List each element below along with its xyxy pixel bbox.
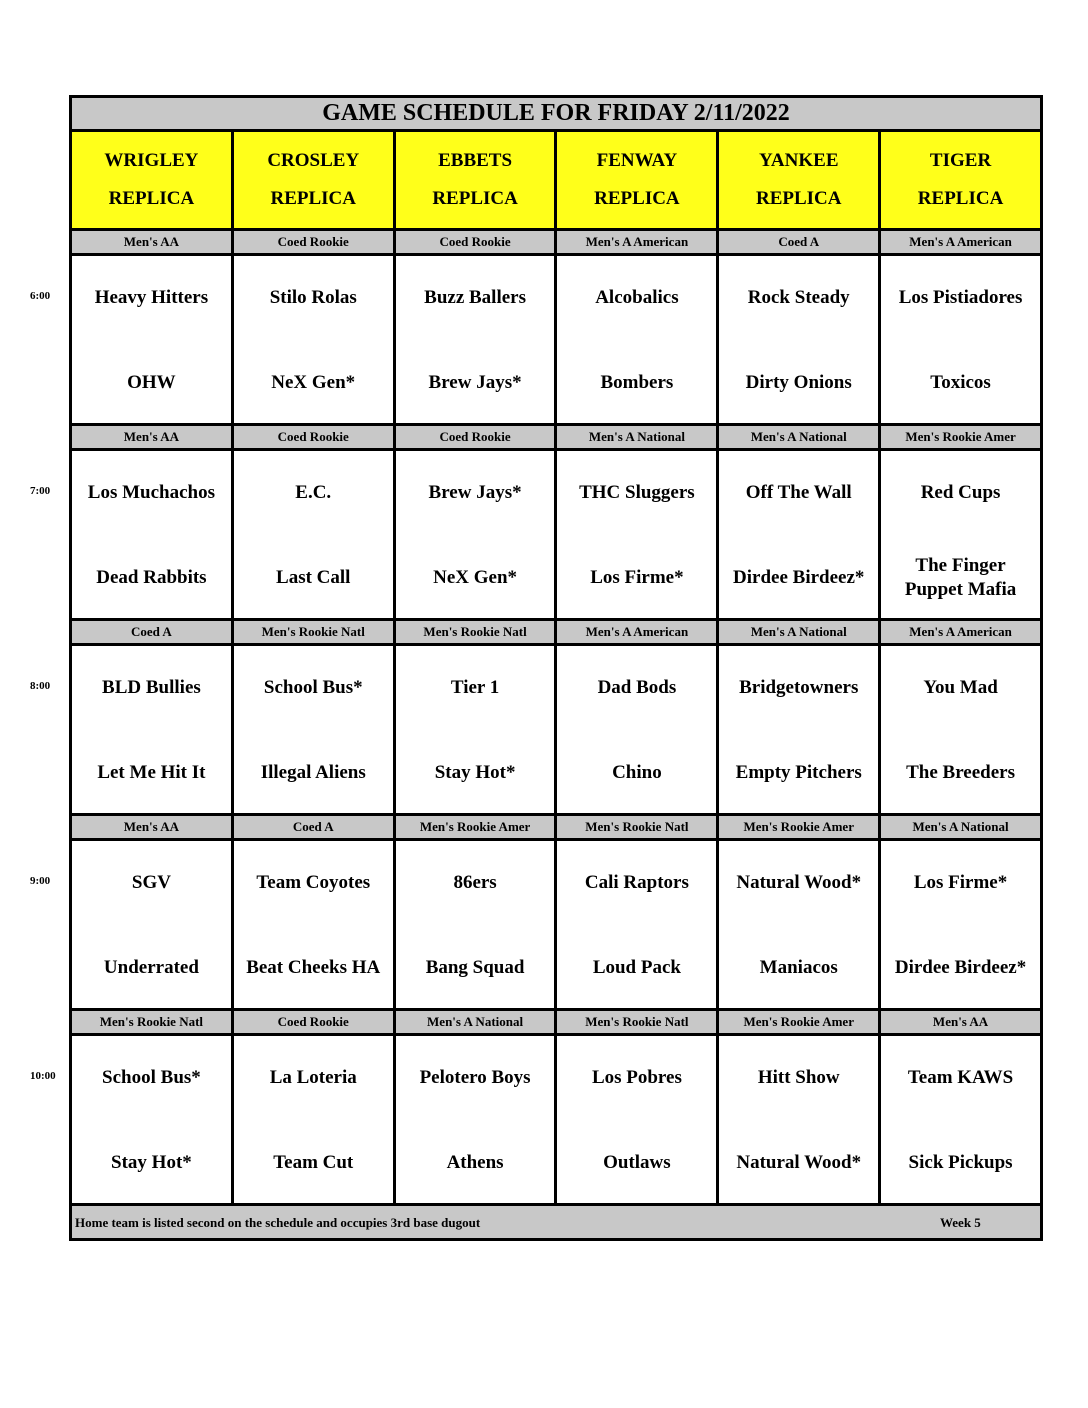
away-team: School Bus* [263,677,363,698]
division-label: Coed Rookie [396,426,558,448]
away-team: Pelotero Boys [419,1067,531,1088]
division-label: Men's Rookie Amer [881,426,1040,448]
home-team: Sick Pickups [908,1152,1013,1173]
field-header-crosley [234,132,396,228]
home-team: Loud Pack [592,957,681,978]
away-team: Rock Steady [747,287,850,308]
game-cell [234,256,396,423]
schedule-table [69,95,1043,1241]
division-label: Coed A [234,816,396,838]
away-team: Alcobalics [595,287,679,308]
home-team: Chino [612,762,662,783]
field-subtitle: REPLICA [108,188,195,209]
game-cell [72,841,234,1008]
time-slot [72,813,1040,1008]
away-team: Los Pistiadores [898,287,1023,308]
field-subtitle: REPLICA [270,188,356,209]
away-team: Off The Wall [745,482,852,503]
home-team: Outlaws [603,1152,671,1173]
home-team: Illegal Aliens [260,762,366,783]
away-team: La Loteria [269,1067,357,1088]
field-header-fenway [557,132,719,228]
home-team: Stay Hot* [434,762,516,783]
home-team: The Finger Puppet Mafia [904,555,1017,600]
division-label: Coed A [72,621,234,643]
away-team: Tier 1 [450,677,500,698]
away-team: Dad Bods [597,677,677,698]
field-name: CROSLEY [267,150,360,171]
division-label: Coed Rookie [234,426,396,448]
game-cell [557,256,719,423]
game-cell [396,646,558,813]
division-label: Men's A American [557,231,719,253]
field-header-wrigley [72,132,234,228]
division-label: Men's A National [719,426,881,448]
field-header-tiger [881,132,1040,228]
away-team: Los Pobres [591,1067,682,1088]
home-team: Empty Pitchers [735,762,862,783]
away-team: 86ers [453,872,497,893]
away-team: Cali Raptors [584,872,689,893]
away-team: Team KAWS [907,1067,1014,1088]
time-slot [72,228,1040,423]
home-team: Team Cut [273,1152,354,1173]
division-label: Coed Rookie [396,231,558,253]
game-row [72,253,1040,423]
game-cell [719,451,881,618]
away-team: Natural Wood* [736,872,862,893]
game-cell [719,841,881,1008]
division-label: Men's A National [881,816,1040,838]
field-header-ebbets [396,132,558,228]
away-team: E.C. [295,482,332,503]
away-team: Team Coyotes [256,872,371,893]
time-label: 8:00 [30,680,51,692]
time-slot [72,423,1040,618]
time-label: 9:00 [30,875,51,887]
game-cell [881,1036,1040,1203]
away-team: Stilo Rolas [269,287,357,308]
home-team: Brew Jays* [428,372,522,393]
field-subtitle: REPLICA [755,188,842,209]
away-team: BLD Bullies [102,677,201,698]
game-cell [881,256,1040,423]
division-label: Men's A American [881,621,1040,643]
game-cell [72,646,234,813]
division-label: Men's AA [72,816,234,838]
away-team: Los Muchachos [87,482,216,503]
time-slot [72,1008,1040,1203]
division-label: Men's A National [719,621,881,643]
division-label: Men's Rookie Amer [396,816,558,838]
division-label: Men's Rookie Natl [396,621,558,643]
away-team: SGV [131,872,171,893]
division-label: Men's Rookie Natl [72,1011,234,1033]
division-row [72,618,1040,643]
field-header-row [72,132,1040,228]
game-cell [881,646,1040,813]
game-cell [881,841,1040,1008]
division-label: Coed A [719,231,881,253]
field-name: EBBETS [438,150,513,171]
game-row [72,448,1040,618]
game-cell [72,451,234,618]
division-row [72,423,1040,448]
game-cell [72,1036,234,1203]
home-team: Dirdee Birdeez* [733,567,865,588]
division-label: Men's Rookie Natl [557,1011,719,1033]
time-label: 6:00 [30,290,51,302]
division-row [72,228,1040,253]
home-team: Dead Rabbits [96,567,207,588]
division-row [72,1008,1040,1033]
game-cell [234,451,396,618]
home-team: NeX Gen* [271,372,356,393]
division-label: Men's A National [557,426,719,448]
home-team: OHW [127,372,176,393]
division-label: Men's A National [396,1011,558,1033]
division-label: Men's A American [557,621,719,643]
week-label: Week 5 [940,1215,981,1230]
field-name: TIGER [929,150,992,171]
time-label: 7:00 [30,485,51,497]
away-team: Los Firme* [913,872,1008,893]
time-slot [72,618,1040,813]
field-subtitle: REPLICA [432,188,518,209]
away-team: Buzz Ballers [424,287,526,308]
division-row [72,813,1040,838]
game-cell [881,451,1040,618]
game-cell [234,646,396,813]
division-label: Men's Rookie Natl [234,621,396,643]
home-team: Let Me Hit It [97,762,206,783]
field-subtitle: REPLICA [917,188,1004,209]
division-label: Coed Rookie [234,231,396,253]
game-cell [719,646,881,813]
game-cell [234,841,396,1008]
game-row [72,643,1040,813]
away-team: You Mad [923,677,998,698]
game-cell [557,646,719,813]
home-team: Last Call [276,567,351,588]
home-team: Underrated [103,957,199,978]
game-cell [557,841,719,1008]
game-row [72,838,1040,1008]
home-team-note: Home team is listed second on the schedule and occupies 3rd base dugout [75,1215,481,1230]
home-team: Maniacos [759,957,838,978]
time-label: 10:00 [30,1070,56,1082]
away-team: Brew Jays* [428,482,522,503]
home-team: Toxicos [930,372,991,393]
away-team: Bridgetowners [739,677,859,698]
home-team: Dirty Onions [745,372,852,393]
game-cell [72,256,234,423]
away-team: THC Sluggers [579,482,695,503]
home-team: Athens [446,1152,504,1173]
game-cell [234,1036,396,1203]
game-row [72,1033,1040,1203]
division-label: Coed Rookie [234,1011,396,1033]
home-team: Beat Cheeks HA [246,957,381,978]
division-label: Men's AA [72,426,234,448]
field-subtitle: REPLICA [594,188,680,209]
game-cell [719,256,881,423]
away-team: Red Cups [920,482,1001,503]
division-label: Men's A American [881,231,1040,253]
division-label: Men's AA [72,231,234,253]
home-team: Natural Wood* [736,1152,862,1173]
division-label: Men's AA [881,1011,1040,1033]
away-team: Hitt Show [757,1067,840,1088]
game-cell [396,841,558,1008]
home-team: Bang Squad [425,957,525,978]
home-team: Dirdee Birdeez* [894,957,1027,978]
home-team: The Breeders [906,762,1015,783]
field-name: YANKEE [758,150,839,171]
away-team: Heavy Hitters [94,287,209,308]
game-cell [396,451,558,618]
game-cell [719,1036,881,1203]
game-cell [396,256,558,423]
home-team: Bombers [600,372,674,393]
footer-row [72,1203,1040,1238]
division-label: Men's Rookie Natl [557,816,719,838]
home-team: Stay Hot* [111,1152,192,1173]
home-team: Los Firme* [590,567,684,588]
game-cell [396,1036,558,1203]
game-cell [557,451,719,618]
schedule-title: GAME SCHEDULE FOR FRIDAY 2/11/2022 [72,98,1040,132]
division-label: Men's Rookie Amer [719,1011,881,1033]
field-name: WRIGLEY [104,150,199,171]
home-team: NeX Gen* [433,567,518,588]
field-name: FENWAY [596,150,678,171]
division-label: Men's Rookie Amer [719,816,881,838]
game-cell [557,1036,719,1203]
field-header-yankee [719,132,881,228]
away-team: School Bus* [102,1067,201,1088]
